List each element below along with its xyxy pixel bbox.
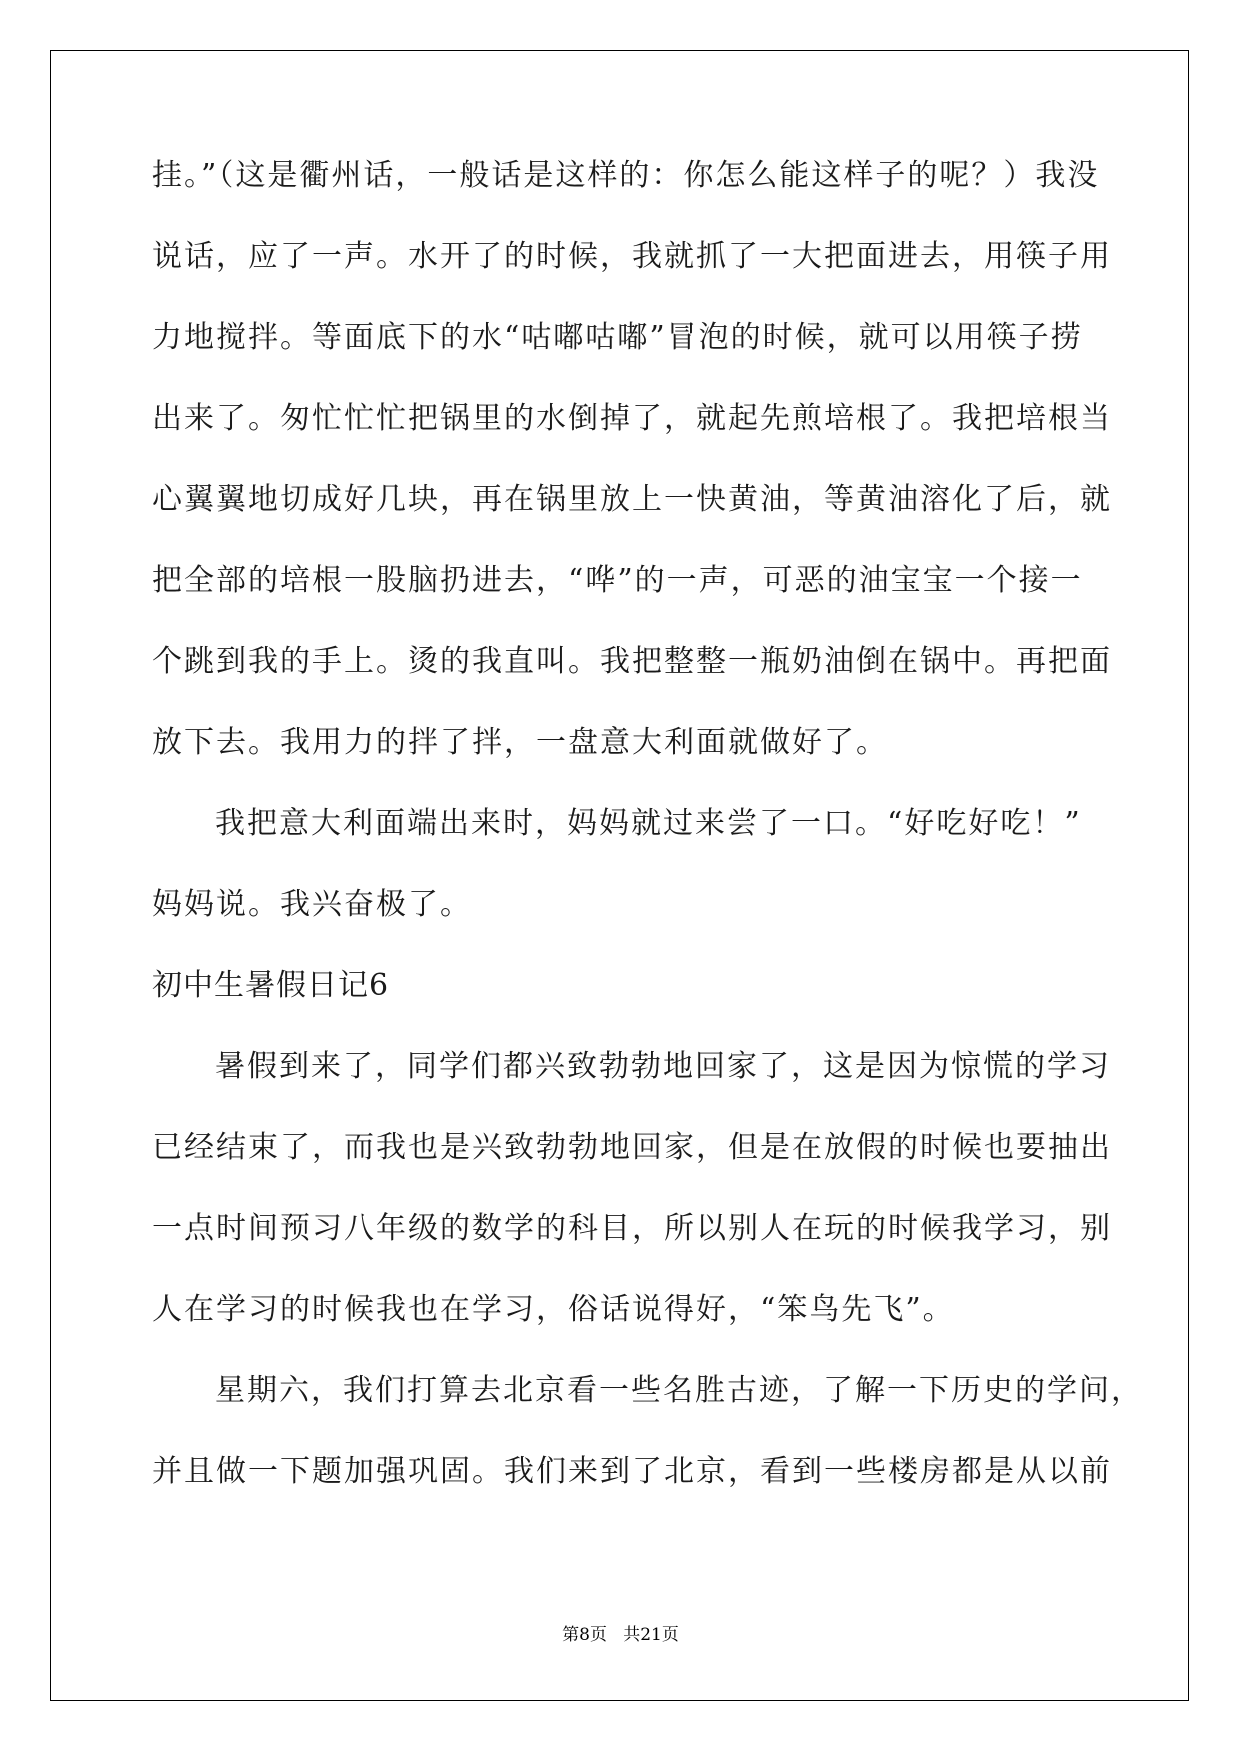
page-footer bbox=[0, 1620, 1241, 1645]
page-total: 共21页 bbox=[623, 1625, 679, 1645]
text-line: 放下去。我用力的拌了拌，一盘意大利面就做好了。 bbox=[152, 725, 888, 760]
text-line: 把全部的培根一股脑扔进去，“哗”的一声，可恶的油宝宝一个接一 bbox=[152, 563, 1083, 598]
text-line: 力地搅拌。等面底下的水“咕嘟咕嘟”冒泡的时候，就可以用筷子捞 bbox=[152, 320, 1083, 355]
paragraph-start: 我把意大利面端出来时，妈妈就过来尝了一口。“好吃好吃！” bbox=[215, 806, 1082, 841]
text-line: 出来了。匆忙忙忙把锅里的水倒掉了，就起先煎培根了。我把培根当 bbox=[152, 401, 1112, 436]
text-line: 心翼翼地切成好几块，再在锅里放上一快黄油，等黄油溶化了后，就 bbox=[152, 482, 1112, 517]
text-line: 一点时间预习八年级的数学的科目，所以别人在玩的时候我学习，别 bbox=[152, 1211, 1112, 1246]
text-line: 个跳到我的手上。烫的我直叫。我把整整一瓶奶油倒在锅中。再把面 bbox=[152, 644, 1112, 679]
page-number: 第8页 bbox=[562, 1625, 607, 1645]
text-line: 并且做一下题加强巩固。我们来到了北京，看到一些楼房都是从以前 bbox=[152, 1454, 1112, 1489]
text-line: 人在学习的时候我也在学习，俗话说得好，“笨鸟先飞”。 bbox=[152, 1292, 955, 1327]
text-line: 已经结束了，而我也是兴致勃勃地回家，但是在放假的时候也要抽出 bbox=[152, 1130, 1112, 1165]
paragraph-start: 星期六，我们打算去北京看一些名胜古迹，了解一下历史的学问， bbox=[215, 1373, 1143, 1408]
paragraph-start: 暑假到来了，同学们都兴致勃勃地回家了，这是因为惊慌的学习 bbox=[215, 1049, 1111, 1084]
text-line: 挂。”（这是衢州话，一般话是这样的：你怎么能这样子的呢？）我没 bbox=[152, 158, 1100, 193]
section-heading: 初中生暑假日记6 bbox=[152, 968, 390, 1003]
text-line: 说话，应了一声。水开了的时候，我就抓了一大把面进去，用筷子用 bbox=[152, 239, 1112, 274]
text-line: 妈妈说。我兴奋极了。 bbox=[152, 887, 472, 922]
